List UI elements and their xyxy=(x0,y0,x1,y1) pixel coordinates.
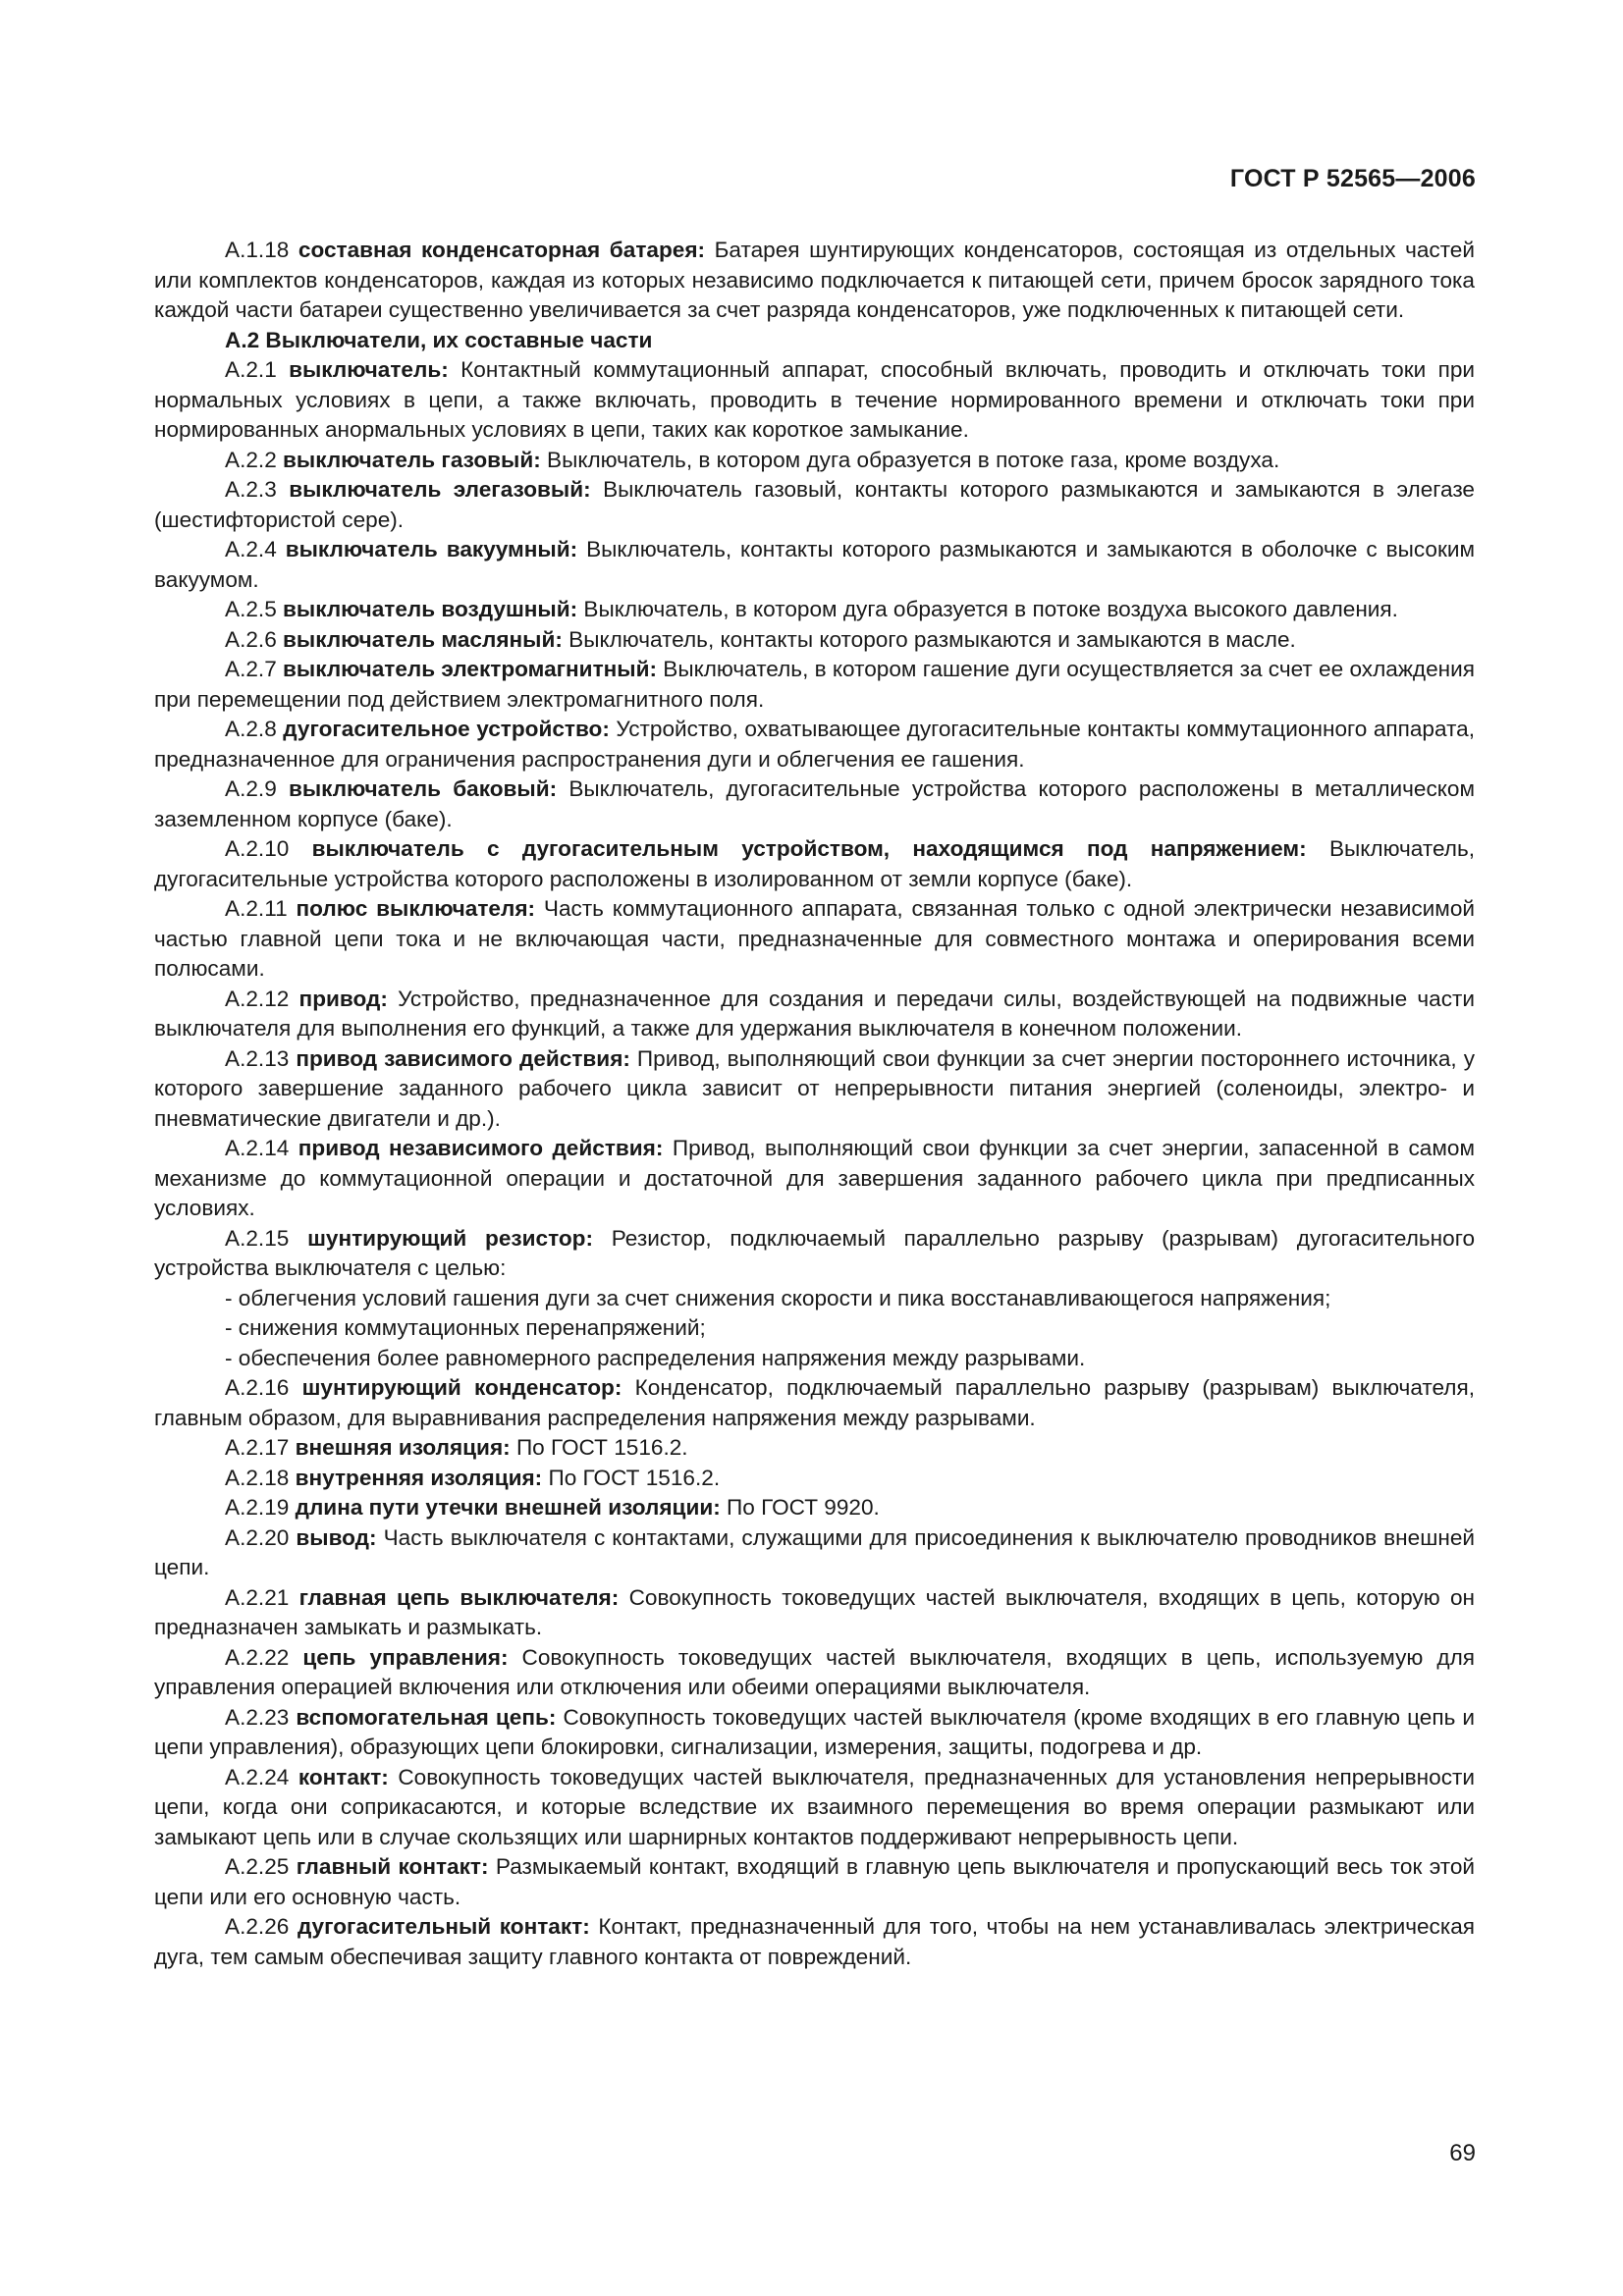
definition-paragraph xyxy=(154,1433,1475,1464)
definition-paragraph xyxy=(154,1464,1475,1494)
definition-text: Контактный коммутационный аппарат, способный включать, проводить и отключать токи при нормальных условиях в цепи, а также включать, проводить в течение нормированного времени и отключать токи при нормированных анормальных условиях в цепи, таких как короткое замыкание. xyxy=(154,357,1476,442)
definition-text: Выключатель, контакты которого размыкаются и замыкаются в оболочке с высоким вакуумом. xyxy=(154,537,1476,592)
defined-term: цепь управления: xyxy=(302,1644,509,1670)
clause-number: А.2.9 xyxy=(225,776,277,801)
definition-text: Устройство, предназначенное для создания и передачи силы, воздействующей на подвижные части выключателя для выполнения его функций, а также для удержания выключателя в конечном положении. xyxy=(154,986,1475,1041)
definition-text: Выключатель газовый, контакты которого размыкаются и замыкаются в элегазе (шестифтористой сере). xyxy=(154,477,1475,532)
definition-text: Часть коммутационного аппарата, связанная только с одной электрически независимой частью главной цепи тока и не включающая части, предназначенные для совместного монтажа и оперирования всеми полюсами. xyxy=(154,896,1476,981)
clause-number: А.2.16 xyxy=(225,1375,290,1400)
definition-paragraph xyxy=(154,1493,1475,1523)
clause-number: А.2.14 xyxy=(225,1136,290,1160)
definition-text: Совокупность токоведущих частей выключателя (кроме входящих в его главную цепь и цепи управления), образующих цепи блокировки, сигнализации, измерения, защиты, подогрева и др. xyxy=(154,1704,1476,1759)
clause-number: А.2.11 xyxy=(225,896,288,921)
document-header-code: ГОСТ Р 52565—2006 xyxy=(1229,165,1476,192)
definition-text: Размыкаемый контакт, входящий в главную цепь выключателя и пропускающий весь ток этой цепи или его основную часть. xyxy=(154,1854,1476,1909)
clause-number: А.2.23 xyxy=(225,1704,290,1730)
defined-term: внутренняя изоляция: xyxy=(295,1465,543,1490)
definition-text: Выключатель, дугогасительные устройства которого расположены в изолированном от земли корпусе (баке). xyxy=(154,836,1476,891)
definition-text: Совокупность токоведущих частей выключателя, входящих в цепь, которую он предназначен замыкать и размыкать. xyxy=(154,1584,1476,1639)
definition-paragraph xyxy=(154,625,1475,656)
clause-number: А.2.19 xyxy=(225,1495,290,1520)
defined-term: выключатель электромагнитный: xyxy=(283,657,657,681)
defined-term: привод независимого действия: xyxy=(298,1136,664,1160)
defined-term: дугогасительный контакт: xyxy=(297,1914,590,1939)
defined-term: дугогасительное устройство: xyxy=(283,717,610,741)
clause-number: А.2.18 xyxy=(225,1465,290,1490)
definition-paragraph xyxy=(154,1703,1475,1763)
definition-paragraph xyxy=(154,1134,1475,1224)
definition-text: Выключатель, дугогасительные устройства которого расположены в металлическом заземленном корпусе (баке). xyxy=(154,776,1476,831)
definition-text: По ГОСТ 9920. xyxy=(727,1495,880,1520)
page-number: 69 xyxy=(1449,2140,1476,2166)
defined-term: составная конденсаторная батарея: xyxy=(298,238,706,262)
defined-term: вывод: xyxy=(296,1524,377,1550)
defined-term: полюс выключателя: xyxy=(296,896,536,921)
defined-term: выключатель газовый: xyxy=(283,447,541,472)
defined-term: выключатель вакуумный: xyxy=(285,537,578,561)
definition-paragraph xyxy=(154,1763,1475,1853)
definition-text: Выключатель, в котором дуга образуется в потоке воздуха высокого давления. xyxy=(583,597,1398,621)
clause-number: А.2.2 xyxy=(225,447,277,472)
document-body xyxy=(154,236,1475,1972)
section-title: А.2 Выключатели, их составные части xyxy=(225,327,653,352)
definition-text: Привод, выполняющий свои функции за счет энергии постороннего источника, у которого завершение заданного рабочего цикла зависит от непрерывности питания энергией (соленоиды, электро- и пневматические двигатели и др.). xyxy=(154,1045,1476,1131)
list-item: - снижения коммутационных перенапряжений; xyxy=(225,1315,706,1340)
list-item: - облегчения условий гашения дуги за счет снижения скорости и пика восстанавливающегося напряжения; xyxy=(225,1285,1331,1310)
clause-number: А.2.7 xyxy=(225,657,277,681)
clause-number: А.2.17 xyxy=(225,1435,290,1460)
definition-text: По ГОСТ 1516.2. xyxy=(515,1435,688,1460)
definition-paragraph xyxy=(154,236,1475,326)
clause-number: А.2.25 xyxy=(225,1854,290,1879)
clause-number: А.2.6 xyxy=(225,626,277,652)
definition-text: Совокупность токоведущих частей выключателя, входящих в цепь, используемую для управления операцией включения или отключения или обеими операциями выключателя. xyxy=(154,1644,1475,1699)
defined-term: главный контакт: xyxy=(296,1854,489,1879)
clause-number: А.2.4 xyxy=(225,537,277,561)
definition-text: Выключатель, контакты которого размыкаются и замыкаются в масле. xyxy=(568,626,1296,652)
clause-number: А.2.20 xyxy=(225,1524,290,1550)
definition-paragraph xyxy=(154,834,1475,894)
defined-term: выключатель масляный: xyxy=(283,626,563,652)
clause-number: А.2.13 xyxy=(225,1045,290,1071)
definition-paragraph xyxy=(154,595,1475,625)
list-item: - обеспечения более равномерного распределения напряжения между разрывами. xyxy=(225,1345,1086,1370)
defined-term: контакт: xyxy=(298,1764,389,1789)
defined-term: вспомогательная цепь: xyxy=(296,1704,557,1730)
clause-number: А.2.5 xyxy=(225,597,277,621)
defined-term: привод зависимого действия: xyxy=(296,1045,630,1071)
definition-paragraph xyxy=(154,715,1475,774)
definition-text: Выключатель, в котором гашение дуги осуществляется за счет ее охлаждения при перемещении под действием электромагнитного поля. xyxy=(154,657,1476,712)
clause-number: А.2.15 xyxy=(225,1225,290,1251)
definition-paragraph xyxy=(154,774,1475,834)
defined-term: выключатель воздушный: xyxy=(283,597,578,621)
definition-paragraph xyxy=(154,475,1475,535)
definition-text: Совокупность токоведущих частей выключателя, предназначенных для установления непрерывности цепи, когда они соприкасаются, и которые вследствие их взаимного перемещения во время операции размыкают или замыкают цепь или в случае скользящих или шарнирных контактов поддерживают непрерывность цепи. xyxy=(154,1764,1475,1849)
definition-paragraph xyxy=(154,1523,1475,1583)
defined-term: внешняя изоляция: xyxy=(295,1435,511,1460)
defined-term: длина пути утечки внешней изоляции: xyxy=(295,1495,721,1520)
definition-paragraph xyxy=(154,1224,1475,1284)
definition-text: Выключатель, в котором дуга образуется в потоке газа, кроме воздуха. xyxy=(547,447,1280,472)
clause-number: А.2.24 xyxy=(225,1764,290,1789)
clause-number: А.2.22 xyxy=(225,1644,290,1670)
clause-number: А.2.26 xyxy=(225,1914,290,1939)
definition-paragraph xyxy=(154,1643,1475,1703)
definition-paragraph xyxy=(154,535,1475,595)
defined-term: выключатель баковый: xyxy=(288,776,558,801)
clause-number: А.2.21 xyxy=(225,1584,290,1610)
definition-text: Резистор, подключаемый параллельно разрыву (разрывам) дугогасительного устройства выключателя с целью: xyxy=(154,1225,1476,1280)
defined-term: шунтирующий конденсатор: xyxy=(301,1375,622,1400)
definition-paragraph xyxy=(154,1044,1475,1135)
definition-paragraph xyxy=(154,1583,1475,1643)
clause-number: А.2.10 xyxy=(225,836,290,861)
definition-text: Привод, выполняющий свои функции за счет энергии, запасенной в самом механизме до коммутационной операции и достаточной для завершения заданного рабочего цикла при предписанных условиях. xyxy=(154,1136,1476,1220)
clause-number: А.2.3 xyxy=(225,477,277,502)
definition-paragraph xyxy=(154,655,1475,715)
definition-text: Устройство, охватывающее дугогасительные контакты коммутационного аппарата, предназначенное для ограничения распространения дуги и облегчения ее гашения. xyxy=(154,717,1476,772)
defined-term: выключатель элегазовый: xyxy=(289,477,591,502)
defined-term: шунтирующий резистор: xyxy=(307,1225,593,1251)
defined-term: выключатель: xyxy=(289,357,449,382)
definition-paragraph xyxy=(154,446,1475,476)
definition-text: Контакт, предназначенный для того, чтобы на нем устанавливалась электрическая дуга, тем самым обеспечивая защиту главного контакта от повреждений. xyxy=(154,1914,1476,1969)
defined-term: выключатель с дугогасительным устройством, находящимся под напряжением: xyxy=(311,836,1307,861)
definition-paragraph xyxy=(154,985,1475,1044)
definition-paragraph xyxy=(154,894,1475,985)
definition-text: Часть выключателя с контактами, служащими для присоединения к выключателю проводников внешней цепи. xyxy=(154,1524,1476,1579)
defined-term: главная цепь выключателя: xyxy=(298,1584,620,1610)
definition-paragraph xyxy=(154,355,1475,446)
clause-number: А.2.12 xyxy=(225,986,290,1011)
defined-term: привод: xyxy=(298,986,388,1011)
definition-paragraph xyxy=(154,1912,1475,1972)
clause-number: А.1.18 xyxy=(225,238,290,262)
clause-number: А.2.1 xyxy=(225,357,277,382)
definition-text: По ГОСТ 1516.2. xyxy=(548,1465,721,1490)
definition-text: Батарея шунтирующих конденсаторов, состоящая из отдельных частей или комплектов конденсаторов, каждая из которых независимо подключается к питающей сети, причем бросок зарядного тока каждой части батареи существенно увеличивается за счет разряда конденсаторов, уже подключенных к питающей сети. xyxy=(154,238,1475,322)
definition-paragraph xyxy=(154,1373,1475,1433)
clause-number: А.2.8 xyxy=(225,717,277,741)
definition-paragraph xyxy=(154,1852,1475,1912)
definition-text: Конденсатор, подключаемый параллельно разрыву (разрывам) выключателя, главным образом, для выравнивания распределения напряжения между разрывами. xyxy=(154,1375,1476,1430)
